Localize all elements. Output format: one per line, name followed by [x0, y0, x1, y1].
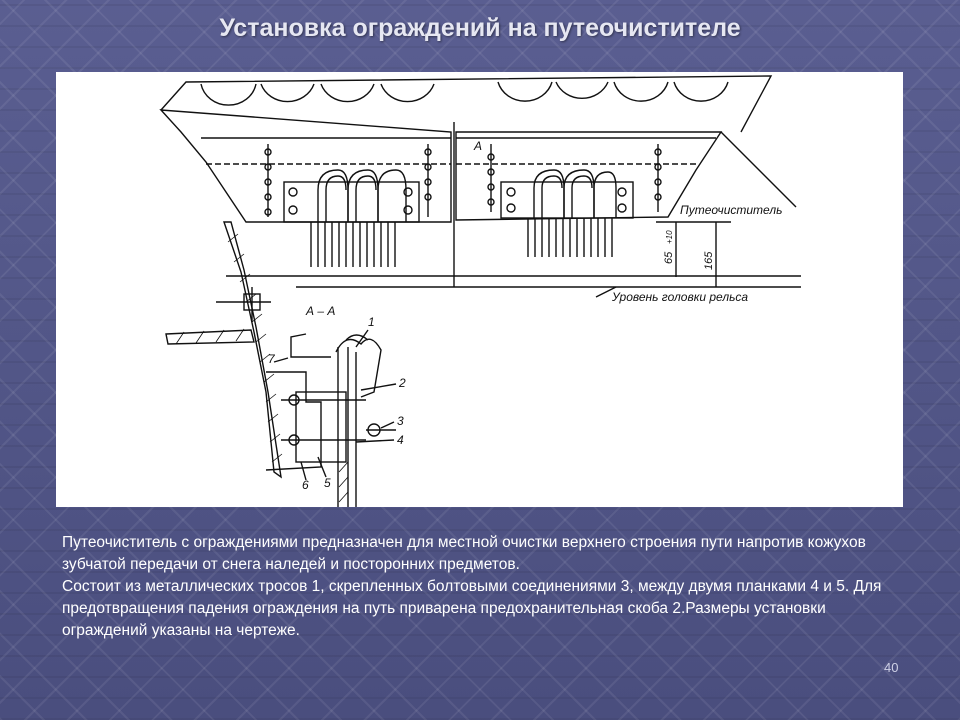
leader-item-2	[361, 384, 396, 390]
scallops	[201, 82, 728, 105]
label-item-1: 1	[368, 315, 375, 329]
label-section-a-a: А – А	[306, 304, 336, 318]
label-item-5: 5	[324, 476, 331, 490]
leader-plow	[721, 132, 796, 207]
leader-item-7	[274, 358, 288, 362]
description-paragraph-1: Путеочиститель с ограждениями предназначен для местной очистки верхнего строения пути напротив кожухов зубчатой передачи от снега наледей и посторонних предметов.	[62, 534, 866, 573]
label-item-6: 6	[302, 478, 309, 492]
label-rail-level: Уровень головки рельса	[612, 290, 749, 304]
cable-guard-left	[284, 170, 419, 267]
leader-item-3	[381, 422, 394, 428]
bolt-column-right	[488, 144, 661, 212]
drawing-svg	[56, 72, 903, 507]
frame-outline	[161, 76, 771, 132]
label-dim-tolerance: +10	[665, 230, 674, 244]
plow-plate-left	[161, 110, 451, 222]
page-number: 40	[884, 660, 899, 675]
label-plow: Путеочиститель	[680, 203, 783, 217]
slide-title: Установка ограждений на путеочистителе	[219, 14, 741, 42]
description-paragraph-2: Состоит из металлических тросов 1, скрепленных болтовыми соединениями 3, между двумя планками 4 и 5. Для предотвращения падения ограждения на путь приварена предохранительная скоба 2.Размеры установки ограждений указаны на чертеже.	[62, 578, 882, 639]
label-item-4: 4	[397, 433, 404, 447]
cable-guard-right	[501, 170, 633, 257]
label-item-7: 7	[268, 352, 275, 366]
label-dim-large: 165	[703, 251, 715, 270]
label-item-3: 3	[397, 414, 404, 428]
label-dim-small: 65	[663, 251, 675, 264]
label-item-2: 2	[399, 376, 406, 390]
description-text	[62, 532, 892, 642]
section-a-a-view	[166, 222, 396, 507]
label-mark-a: А	[474, 139, 483, 153]
technical-drawing	[56, 72, 903, 507]
